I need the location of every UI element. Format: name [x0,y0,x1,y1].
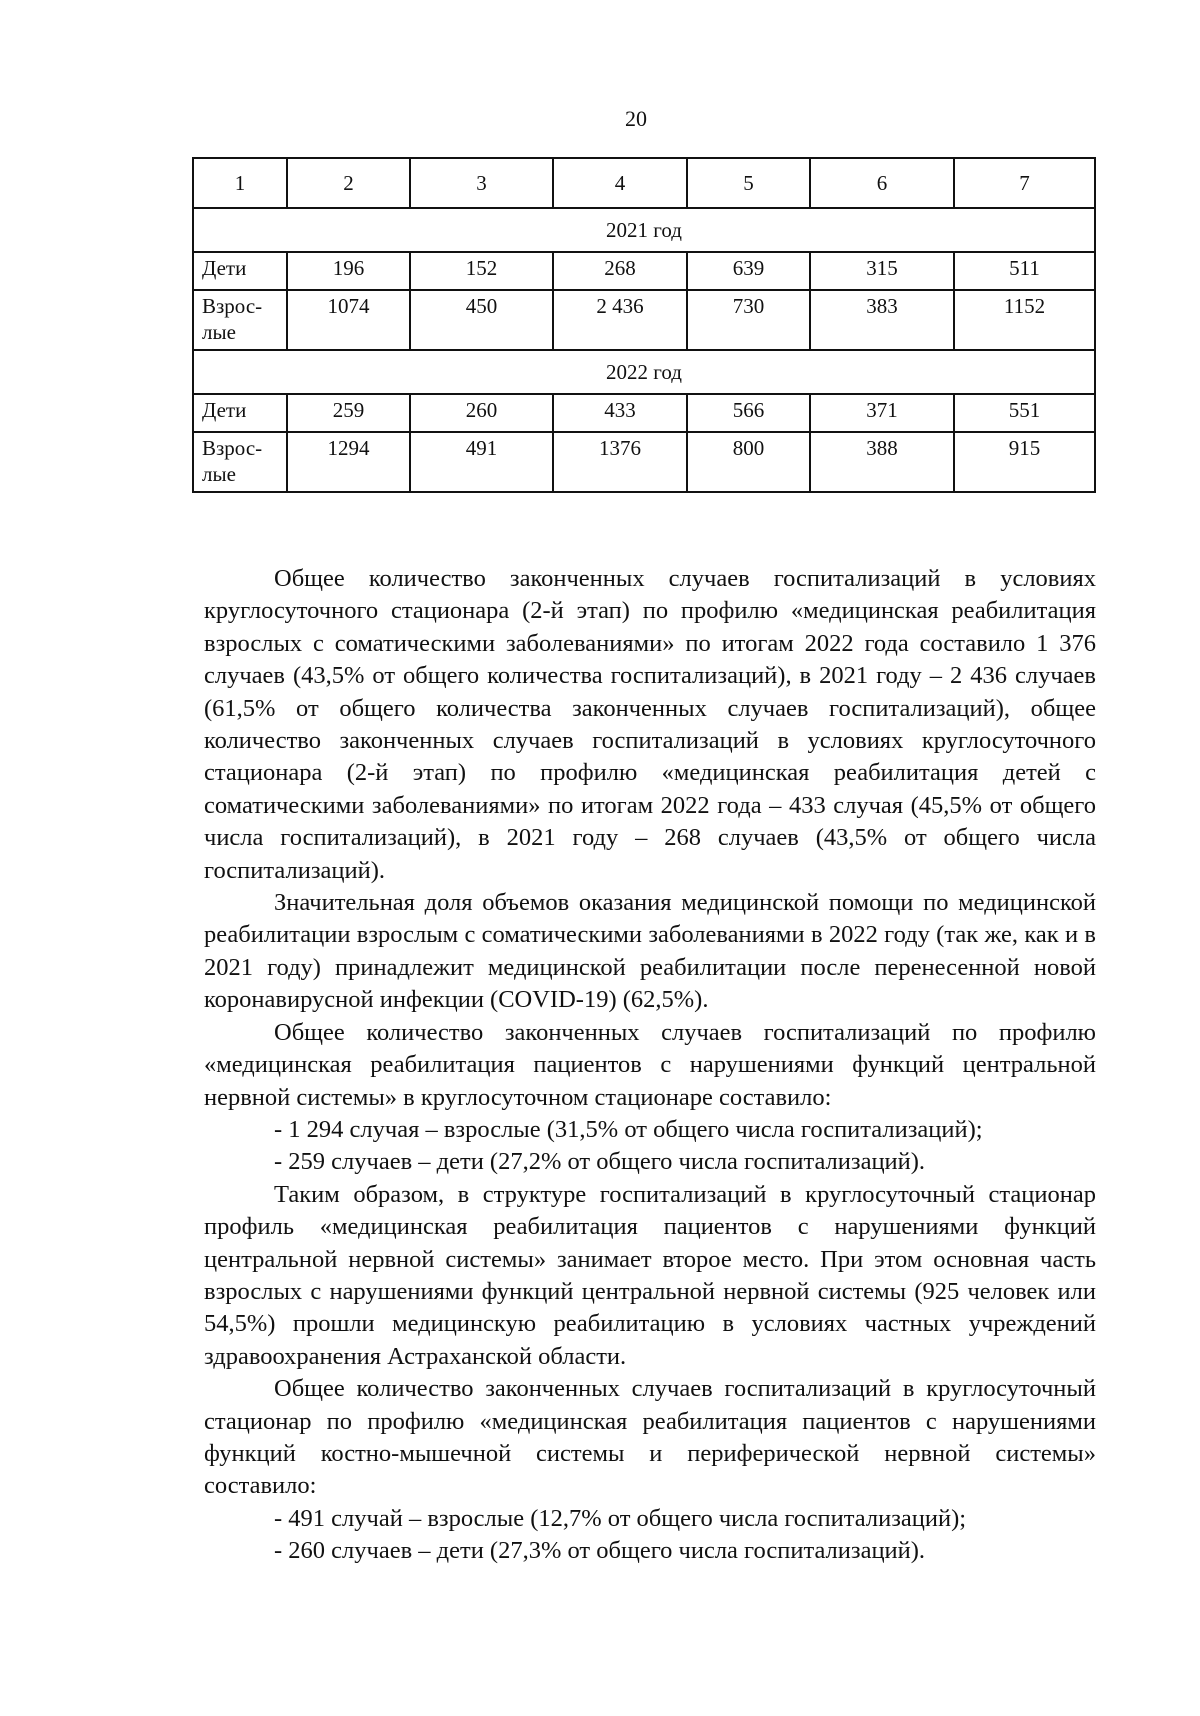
table-cell: 730 [687,290,810,350]
table-cell: 915 [954,432,1095,492]
paragraph: Значительная доля объемов оказания медицинской помощи по медицинской реабилитации взрослым с соматическими заболеваниями в 2022 году (так же, как и в 2021 году) принадлежит медицинской реабилитации после перенесенной новой коронавирусной инфекции (COVID-19) (62,5%). [204,889,1096,1014]
page-number: 20 [625,106,647,131]
table-cell: 315 [810,252,954,290]
table-cell: 260 [410,394,553,432]
table-cell: 196 [287,252,410,290]
table-row [193,252,1095,290]
table-cell: 800 [687,432,810,492]
table-header-row [193,158,1095,208]
table-cell: 566 [687,394,810,432]
table-cell: 639 [687,252,810,290]
table-cell: 1376 [553,432,687,492]
table-row [193,394,1095,432]
table-cell: 268 [553,252,687,290]
table-cell: 259 [287,394,410,432]
row-label: Дети [193,394,287,432]
table-cell: 1152 [954,290,1095,350]
table-cell: 450 [410,290,553,350]
header-cell: 6 [810,158,954,208]
body-text [204,563,1096,1568]
list-item: - 1 294 случая – взрослые (31,5% от общего числа госпитализаций); [274,1115,983,1143]
table-cell: 371 [810,394,954,432]
table-cell: 2 436 [553,290,687,350]
row-label: Дети [193,252,287,290]
row-label: Взрос- лые [193,290,287,350]
list-item: - 260 случаев – дети (27,3% от общего числа госпитализаций). [274,1537,926,1565]
table-cell: 551 [954,394,1095,432]
header-cell: 3 [410,158,553,208]
paragraph: Общее количество законченных случаев госпитализаций в круглосуточный стационар по профилю «медицинская реабилитация пациентов с нарушениями функций костно-мышечной системы и периферической нервной системы» составило: [204,1375,1096,1500]
header-cell: 1 [193,158,287,208]
table-cell: 152 [410,252,553,290]
year-row-2022 [193,350,1095,394]
year-row-2021 [193,208,1095,252]
header-cell: 7 [954,158,1095,208]
header-cell: 5 [687,158,810,208]
year-label: 2022 год [193,350,1095,394]
table-cell: 491 [410,432,553,492]
paragraph: Таким образом, в структуре госпитализаций в круглосуточный стационар профиль «медицинская реабилитация пациентов с нарушениями функций центральной нервной системы» занимает второе место. При этом основная часть взрослых с нарушениями функций центральной нервной системы (925 человек или 54,5%) прошли медицинскую реабилитацию в условиях частных учреждений здравоохранения Астраханской области. [204,1180,1096,1370]
list-item: - 491 случай – взрослые (12,7% от общего числа госпитализаций); [274,1504,967,1532]
year-label: 2021 год [193,208,1095,252]
table-cell: 1294 [287,432,410,492]
table-cell: 1074 [287,290,410,350]
header-cell: 2 [287,158,410,208]
statistics-table [192,157,1096,493]
table-cell: 511 [954,252,1095,290]
table-cell: 383 [810,290,954,350]
table-cell: 433 [553,394,687,432]
header-cell: 4 [553,158,687,208]
row-label: Взрос- лые [193,432,287,492]
list-item: - 259 случаев – дети (27,2% от общего числа госпитализаций). [274,1148,926,1176]
paragraph: Общее количество законченных случаев госпитализаций в условиях круглосуточного стационара (2-й этап) по профилю «медицинская реабилитация взрослых с соматическими заболеваниями» по итогам 2022 года составило 1 376 случаев (43,5% от общего количества госпитализаций), в 2021 году – 2 436 случаев (61,5% от общего количества законченных случаев госпитализаций), общее количество законченных случаев госпитализаций в условиях круглосуточного стационара (2-й этап) по профилю «медицинская реабилитация детей с соматическими заболеваниями» по итогам 2022 года – 433 случая (45,5% от общего числа госпитализаций), в 2021 году – 268 случаев (43,5% от общего числа госпитализаций). [204,565,1096,884]
table-row [193,290,1095,350]
paragraph: Общее количество законченных случаев госпитализаций по профилю «медицинская реабилитация пациентов с нарушениями функций центральной нервной системы» в круглосуточном стационаре составило: [204,1018,1096,1111]
table-cell: 388 [810,432,954,492]
table-row [193,432,1095,492]
